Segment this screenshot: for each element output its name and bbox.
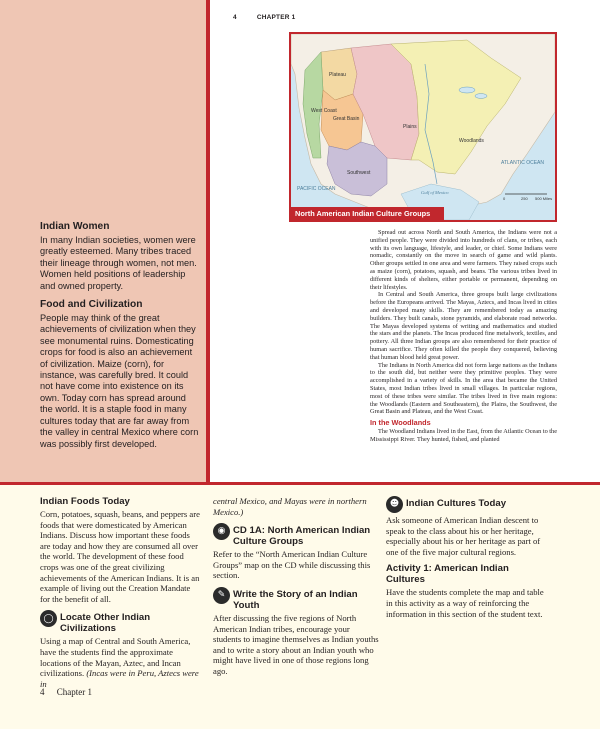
article-paragraph: The Woodland Indians lived in the East, from the Atlantic Ocean to the Mississippi River. They hunted, fished, and planted [370,427,557,443]
locate-answer-text: central Mexico, and Mayas were in northern Mexico.) [213,496,367,517]
cd-text: Refer to the “North American Indian Culture Groups” map on the CD while discussing this section. [213,549,371,581]
article-body [370,229,557,444]
foods-today-text: Corn, potatoes, squash, beans, and peppers are foods that were domesticated by American Indians. Discuss how important these foods are today and how they are consumed all over the world. The development of these food crops was one of the great civilizing achievements of the American Indians. It is an example of living out the Creation Mandate for the benefit of all. [40,509,200,604]
map-label-atlantic: ATLANTIC OCEAN [501,160,544,166]
cd-icon: ◉ [213,523,230,540]
map-scale-250: 250 [521,196,528,201]
map-label-great-basin: Great Basin [333,116,360,122]
map-scale-500: 500 Miles [535,196,553,201]
sidebar-divider [206,0,210,482]
map-label-pacific: PACIFIC OCEAN [297,186,336,192]
globe-icon: ◯ [40,610,57,627]
locate-header [40,610,202,634]
locate-heading: Locate Other Indian Civilizations [60,612,151,635]
page-footer [40,687,102,697]
people-icon: ☻ [386,496,403,513]
sidebar-text-food: People may think of the great achievements of civilization when they see monumental ruins. Domesticating crops for food is also an achievement of civilization. Maize (corn), for instance, was carefully bred. It could not have come into existence on its own. Today corn has spread around the world. It is a staple food in many cultures today that are far away from the valley in central Mexico where corn was possibly first developed. [40,313,199,449]
map-label-southwest: Southwest [347,170,371,176]
map-caption: North American Indian Culture Groups [291,207,444,221]
locate-text-body: Using a map of Central and South America, have the students find the approximate locations of the Mayan, Aztec, and Incan civilizations. [40,636,191,679]
culture-groups-map [289,32,557,222]
map-label-woodlands: Woodlands [459,138,484,144]
cultures-header [386,496,548,513]
map-label-plains: Plains [403,124,417,130]
map-label-west-coast: West Coast [311,108,337,114]
story-header [213,587,379,611]
running-head-chapter: CHAPTER 1 [256,14,296,21]
teacher-column-2 [213,496,379,683]
pencil-icon: ✎ [213,587,230,604]
locate-answer-continued [213,496,379,517]
cultures-text: Ask someone of American Indian descent to speak to the class about his or her heritage, especially about his or her heritage as part of one of the five major cultural regions. [386,515,541,557]
locate-text [40,636,202,689]
footer-page-number: 4 [40,687,45,697]
sidebar-heading-women: Indian Women [40,221,110,232]
footer-chapter: Chapter 1 [56,687,92,697]
map-label-plateau: Plateau [329,72,346,78]
activity-heading: Activity 1: American Indian Cultures [386,563,509,586]
teacher-column-3 [386,496,548,625]
article-paragraph: The Indians in North America did not form large nations as the Indians to the south did, but neither were they primitive peoples. They were accomplished in a variety of skills. In the area that became the United States, most Indian tribes lived in small villages. In particular regions, most of these tribes were similar. The tribes lived in five main regions: the Woodlands (Eastern and Southeastern), the Plains, the Southwest, the Great Basin and Plateau, and the West Coast. [370,361,557,416]
cd-heading: CD 1A: North American Indian Culture Groups [233,525,371,548]
cd-header [213,523,379,547]
locate-answer: (Incas were in Peru, Aztecs were in [40,668,199,689]
article-paragraph: In Central and South America, three groups built large civilizations before the Europeans arrived. The Mayas, Aztecs, and Incas lived in cities and developed many skills. They are remembered today as amazing builders. They built canals, stone pyramids, and elaborate road networks. The Mayas developed systems of writing and mathematics and studied the stars and the planets. The Incas produced fine metalwork, textiles, and pottery. All three Indian groups are also remembered for their practice of human sacrifice. They often killed the people they conquered, believing that human blood held great power. [370,291,557,361]
article-subheading: In the Woodlands [370,418,431,428]
cultures-heading: Indian Cultures Today [406,498,507,509]
map-lake [475,94,487,99]
map-label-gulf: Gulf of Mexico [421,190,449,195]
story-text: After discussing the five regions of North American Indian tribes, encourage your students to imagine themselves as Indian youths and to write a story about an Indian youth who might have lived in one of those regions long ago. [213,612,379,676]
sidebar-notes [40,221,200,457]
map-lake [459,87,475,93]
sidebar-heading-food: Food and Civilization [40,299,143,311]
article-paragraph: Spread out across North and South America, the Indians were not a unified people. They were divided into hundreds of clans, or tribes, each with its own language, lifestyle, and leader, or chief. Some Indians were nomadic, constantly on the move in search of game and wild plants. Other groups settled in one area and were farmers. They raised crops such as maize (corn), potatoes, squash, and beans. The various tribes lived in different kinds of shelters, either portable or permanent, depending on their lifestyles. [370,229,557,291]
map-scale-0: 0 [503,196,506,201]
sidebar-text-women: In many Indian societies, women were greatly esteemed. Many tribes traced their lineage through women, not men. Women held positions of leadership and owned property. [40,235,197,291]
foods-today-heading: Indian Foods Today [40,496,130,507]
activity-text: Have the students complete the map and table in this activity as a way of reinforcing the information in this section of the student text. [386,587,544,619]
teacher-column-1 [40,496,202,695]
map-graphic [291,34,555,220]
running-head-page: 4 [233,14,237,21]
running-head [233,14,313,21]
story-heading: Write the Story of an Indian Youth [233,588,358,611]
